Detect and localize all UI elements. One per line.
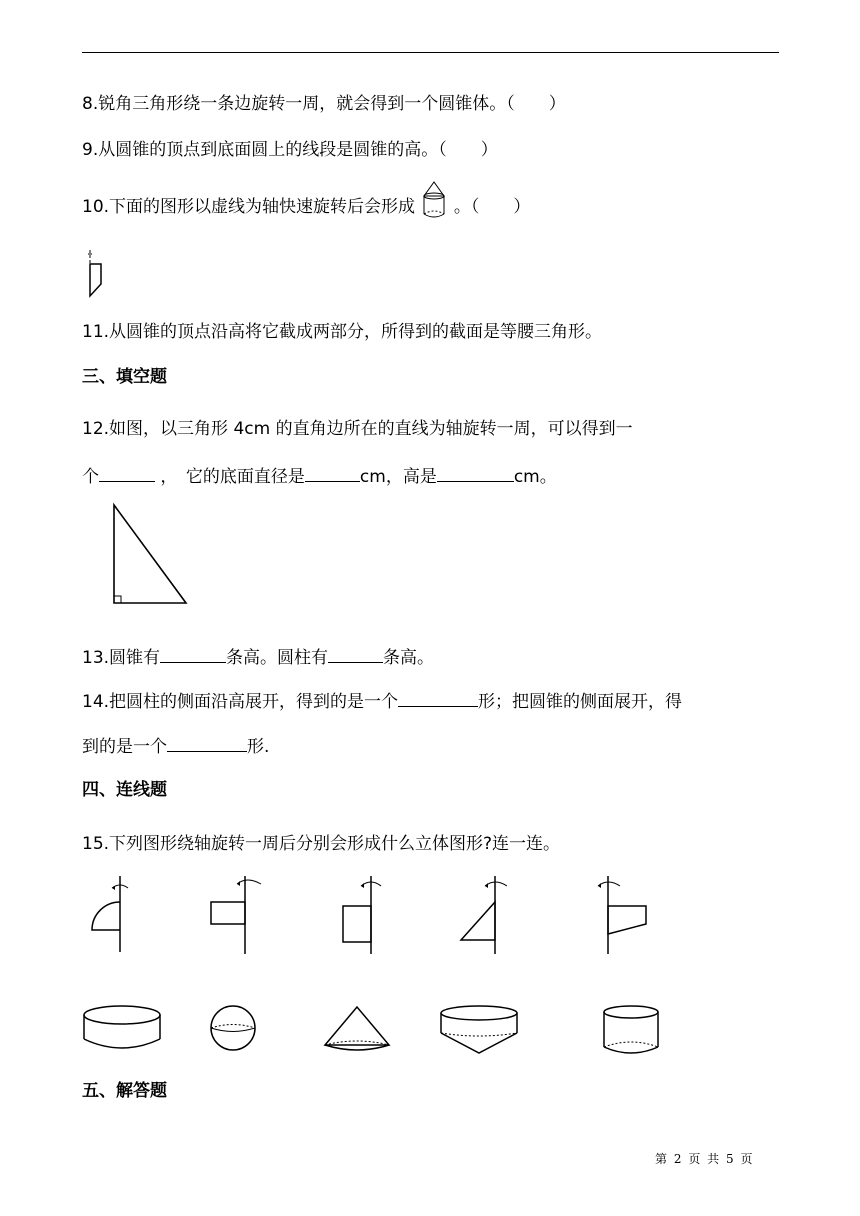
solid-flat-cylinder[interactable] <box>82 1003 162 1053</box>
right-triangle-figure <box>84 505 194 620</box>
q13-part3: 条高。 <box>383 648 435 668</box>
rotation-shape-figure <box>84 250 108 298</box>
plane-shape-rectangle-wide[interactable] <box>205 874 275 956</box>
question-14-line1 <box>82 688 682 714</box>
plane-shape-right-triangle[interactable] <box>455 874 515 956</box>
q13-blank-cone[interactable] <box>160 644 226 663</box>
q14-line1b: 形；把圆锥的侧面展开，得 <box>478 692 683 712</box>
footer-total-pages: 5 <box>726 1152 734 1166</box>
question-11: 11.从圆锥的顶点沿高将它截成两部分，所得到的截面是等腰三角形。 <box>82 322 603 342</box>
cylinder-cone-icon <box>420 180 448 220</box>
q12-blank-height[interactable] <box>437 463 514 482</box>
question-10 <box>82 194 530 220</box>
plane-shape-semicircle[interactable] <box>84 874 134 954</box>
question-12-line2 <box>82 463 557 489</box>
q12-part1: 个 <box>82 467 99 487</box>
footer-mid: 页 <box>688 1152 701 1166</box>
q14-line2b: 形. <box>247 737 270 757</box>
solid-cone[interactable] <box>322 1003 392 1055</box>
question-8: 8.锐角三角形绕一条边旋转一周，就会得到一个圆锥体。（ ） <box>82 94 566 114</box>
q12-blank-diameter[interactable] <box>305 463 360 482</box>
section-3-heading: 三、填空题 <box>82 367 167 387</box>
header-rule <box>82 52 779 53</box>
section-5-heading: 五、解答题 <box>82 1081 167 1101</box>
plane-shape-trapezoid[interactable] <box>590 874 652 956</box>
footer-sep: 共 <box>707 1152 720 1166</box>
q14-line2a: 到的是一个 <box>82 737 167 757</box>
solid-cylinder-with-cone[interactable] <box>438 1003 520 1059</box>
q12-part3: cm，高是 <box>359 467 437 487</box>
q13-part2: 条高。圆柱有 <box>226 648 329 668</box>
q12-blank-shape[interactable] <box>99 463 155 482</box>
footer-post: 页 <box>740 1152 753 1166</box>
q12-part4: cm。 <box>513 467 557 487</box>
question-14-line2 <box>82 733 269 759</box>
question-12-line1: 12.如图，以三角形 4cm 的直角边所在的直线为轴旋转一周，可以得到一 <box>82 419 633 439</box>
question-9: 9.从圆锥的顶点到底面圆上的线段是圆锥的高。（ ） <box>82 140 498 160</box>
section-4-heading: 四、连线题 <box>82 780 167 800</box>
q13-part1: 13.圆锥有 <box>82 648 161 668</box>
q13-blank-cylinder[interactable] <box>328 644 383 663</box>
question-15: 15.下列图形绕轴旋转一周后分别会形成什么立体图形?连一连。 <box>82 834 561 854</box>
question-10-text: 10.下面的图形以虚线为轴快速旋转后会形成 <box>82 197 416 217</box>
q14-blank-2[interactable] <box>167 733 247 752</box>
question-13 <box>82 644 434 670</box>
footer-pre: 第 <box>655 1152 668 1166</box>
question-10-tail: 。（ ） <box>453 197 531 217</box>
q14-blank-1[interactable] <box>398 688 478 707</box>
solid-tall-cylinder[interactable] <box>600 1003 662 1059</box>
q14-line1a: 14.把圆柱的侧面沿高展开，得到的是一个 <box>82 692 399 712</box>
solid-sphere[interactable] <box>205 1003 261 1053</box>
page-footer <box>655 1150 755 1167</box>
plane-shape-rectangle-tall[interactable] <box>335 874 385 956</box>
q12-part2: ， 它的底面直径是 <box>160 467 305 487</box>
footer-page-number: 2 <box>673 1152 682 1166</box>
